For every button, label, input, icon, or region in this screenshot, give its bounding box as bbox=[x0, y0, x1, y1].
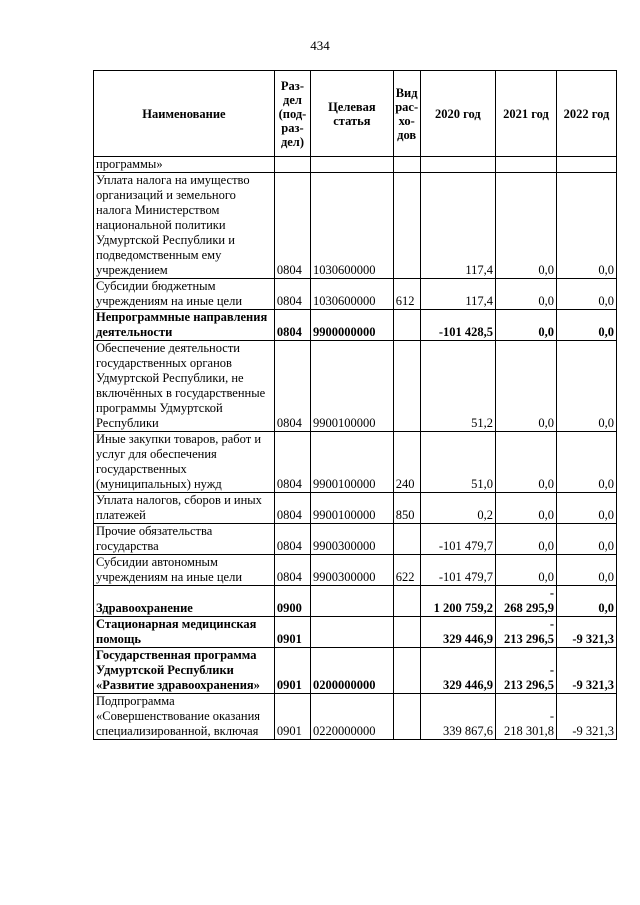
table-row bbox=[94, 279, 617, 310]
row-2021 bbox=[496, 617, 557, 648]
row-2021: 0,0 bbox=[496, 279, 557, 310]
row-name: Прочие обязательства государства bbox=[94, 524, 275, 555]
row-2022: 0,0 bbox=[557, 341, 617, 432]
row-2020 bbox=[420, 157, 495, 173]
row-2021-sign: - bbox=[549, 663, 554, 677]
row-expense-type bbox=[393, 617, 420, 648]
row-2021: 0,0 bbox=[496, 524, 557, 555]
table-row bbox=[94, 694, 617, 740]
row-2021: 0,0 bbox=[496, 173, 557, 279]
row-2021: 0,0 bbox=[496, 555, 557, 586]
row-2021: 0,0 bbox=[496, 493, 557, 524]
row-target: 9900100000 bbox=[311, 493, 394, 524]
header-2020: 2020 год bbox=[420, 71, 495, 157]
table-row bbox=[94, 586, 617, 617]
row-expense-type bbox=[393, 524, 420, 555]
row-section: 0901 bbox=[274, 694, 310, 740]
row-2022: 0,0 bbox=[557, 279, 617, 310]
table-row bbox=[94, 648, 617, 694]
header-target: Целевая статья bbox=[311, 71, 394, 157]
row-2021 bbox=[496, 586, 557, 617]
row-2021-sign: - bbox=[549, 709, 554, 723]
row-section: 0804 bbox=[274, 524, 310, 555]
row-target bbox=[311, 157, 394, 173]
row-expense-type bbox=[393, 341, 420, 432]
row-target: 1030600000 bbox=[311, 173, 394, 279]
table-row bbox=[94, 555, 617, 586]
row-expense-type: 612 bbox=[393, 279, 420, 310]
row-expense-type: 850 bbox=[393, 493, 420, 524]
row-2022: 0,0 bbox=[557, 310, 617, 341]
row-name: Здравоохранение bbox=[94, 586, 275, 617]
row-2021 bbox=[496, 694, 557, 740]
row-expense-type: 240 bbox=[393, 432, 420, 493]
row-2020: 51,2 bbox=[420, 341, 495, 432]
row-2020: 339 867,6 bbox=[420, 694, 495, 740]
header-name: Наименование bbox=[94, 71, 275, 157]
row-2020: 51,0 bbox=[420, 432, 495, 493]
table-row bbox=[94, 493, 617, 524]
row-name: программы» bbox=[94, 157, 275, 173]
row-2021-value: 213 296,5 bbox=[504, 678, 554, 692]
row-name: Уплата налогов, сборов и иных платежей bbox=[94, 493, 275, 524]
row-2020: -101 479,7 bbox=[420, 555, 495, 586]
row-section: 0804 bbox=[274, 493, 310, 524]
header-2021: 2021 год bbox=[496, 71, 557, 157]
table-row bbox=[94, 524, 617, 555]
row-target bbox=[311, 586, 394, 617]
row-expense-type: 622 bbox=[393, 555, 420, 586]
row-expense-type bbox=[393, 157, 420, 173]
table-row bbox=[94, 617, 617, 648]
row-2022: -9 321,3 bbox=[557, 648, 617, 694]
row-section: 0804 bbox=[274, 310, 310, 341]
row-target: 0220000000 bbox=[311, 694, 394, 740]
row-target: 9900300000 bbox=[311, 555, 394, 586]
row-expense-type bbox=[393, 310, 420, 341]
row-2020: 1 200 759,2 bbox=[420, 586, 495, 617]
row-2022: 0,0 bbox=[557, 432, 617, 493]
header-section: Раз- дел (под- раз- дел) bbox=[274, 71, 310, 157]
table-row bbox=[94, 310, 617, 341]
header-2022: 2022 год bbox=[557, 71, 617, 157]
row-2020: -101 479,7 bbox=[420, 524, 495, 555]
row-2021-value: 213 296,5 bbox=[504, 632, 554, 646]
row-2021 bbox=[496, 157, 557, 173]
row-section: 0900 bbox=[274, 586, 310, 617]
row-2021-value: 268 295,9 bbox=[504, 601, 554, 615]
row-target: 9900300000 bbox=[311, 524, 394, 555]
row-section: 0804 bbox=[274, 432, 310, 493]
page-number: 434 bbox=[310, 38, 330, 53]
row-section: 0804 bbox=[274, 341, 310, 432]
row-section bbox=[274, 157, 310, 173]
row-2021: 0,0 bbox=[496, 432, 557, 493]
row-name: Обеспечение деятельности государственных органов Удмуртской Республики, не включённых в государственные программы Удмуртской Республики bbox=[94, 341, 275, 432]
row-target: 0200000000 bbox=[311, 648, 394, 694]
row-name: Иные закупки товаров, работ и услуг для обеспечения государственных (муниципальных) нужд bbox=[94, 432, 275, 493]
row-2022: 0,0 bbox=[557, 586, 617, 617]
row-2020: 0,2 bbox=[420, 493, 495, 524]
row-target bbox=[311, 617, 394, 648]
header-expense-type: Вид рас- хо- дов bbox=[393, 71, 420, 157]
budget-table bbox=[93, 70, 617, 740]
row-2021-value: 218 301,8 bbox=[504, 724, 554, 738]
row-section: 0804 bbox=[274, 555, 310, 586]
table-row bbox=[94, 341, 617, 432]
row-name: Уплата налога на имущество организаций и земельного налога Министерством национальной политики Удмуртской Республики и подведомственным ему учреждением bbox=[94, 173, 275, 279]
row-name: Государственная программа Удмуртской Республики «Развитие здравоохранения» bbox=[94, 648, 275, 694]
row-2021: 0,0 bbox=[496, 310, 557, 341]
row-2020: -101 428,5 bbox=[420, 310, 495, 341]
row-section: 0804 bbox=[274, 173, 310, 279]
row-expense-type bbox=[393, 694, 420, 740]
row-section: 0804 bbox=[274, 279, 310, 310]
row-expense-type bbox=[393, 586, 420, 617]
table-row bbox=[94, 173, 617, 279]
row-name: Стационарная медицинская помощь bbox=[94, 617, 275, 648]
row-section: 0901 bbox=[274, 648, 310, 694]
row-2020: 117,4 bbox=[420, 173, 495, 279]
row-name: Субсидии автономным учреждениям на иные цели bbox=[94, 555, 275, 586]
row-2022: 0,0 bbox=[557, 493, 617, 524]
row-2020: 117,4 bbox=[420, 279, 495, 310]
row-2022: -9 321,3 bbox=[557, 694, 617, 740]
row-2022: 0,0 bbox=[557, 524, 617, 555]
row-name: Субсидии бюджетным учреждениям на иные цели bbox=[94, 279, 275, 310]
row-2021-sign: - bbox=[549, 617, 554, 631]
row-target: 1030600000 bbox=[311, 279, 394, 310]
row-2021 bbox=[496, 648, 557, 694]
row-section: 0901 bbox=[274, 617, 310, 648]
row-2022: -9 321,3 bbox=[557, 617, 617, 648]
row-expense-type bbox=[393, 173, 420, 279]
row-2022 bbox=[557, 157, 617, 173]
table-row bbox=[94, 157, 617, 173]
row-2020: 329 446,9 bbox=[420, 617, 495, 648]
row-2020: 329 446,9 bbox=[420, 648, 495, 694]
table-header-row bbox=[94, 71, 617, 157]
table-row bbox=[94, 432, 617, 493]
row-2021-sign: - bbox=[549, 586, 554, 600]
row-target: 9900100000 bbox=[311, 432, 394, 493]
row-target: 9900100000 bbox=[311, 341, 394, 432]
row-2022: 0,0 bbox=[557, 173, 617, 279]
row-2022: 0,0 bbox=[557, 555, 617, 586]
row-name: Непрограммные направления деятельности bbox=[94, 310, 275, 341]
row-target: 9900000000 bbox=[311, 310, 394, 341]
row-2021: 0,0 bbox=[496, 341, 557, 432]
row-expense-type bbox=[393, 648, 420, 694]
table-body bbox=[94, 157, 617, 740]
row-name: Подпрограмма «Совершенствование оказания специализированной, включая bbox=[94, 694, 275, 740]
